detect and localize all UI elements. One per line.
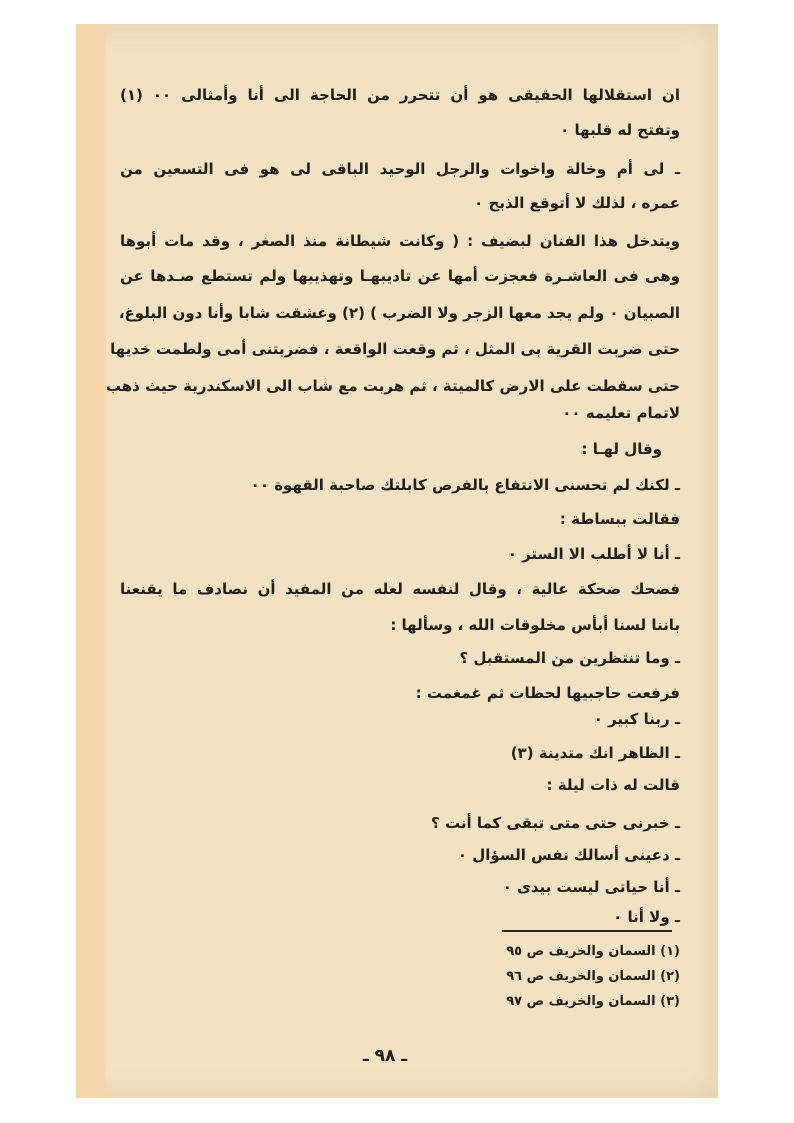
footnote-divider [502, 930, 672, 932]
text-line: حتى ضربت القرية بى المثل ، ثم وقعت الواقعة ، فضربتنى أمى ولطمت خديها [110, 340, 680, 358]
page-edge-margin [76, 24, 106, 1098]
text-line: عمره ، لذلك لا أتوقع الذبح ٠ [474, 194, 680, 212]
text-line: ويتدخل هذا الفنان لبضيف : ( وكانت شيطانة منذ الصغر ، وقد مات أبوها [120, 232, 680, 250]
footnote: (٣) السمان والخريف ص ٩٧ [506, 994, 680, 1009]
text-line: ـ ربنا كبير ٠ [593, 710, 680, 728]
text-line: ـ خبرنى حتى متى تبقى كما أنت ؟ [431, 814, 680, 832]
footnote: (١) السمان والخريف ص ٩٥ [506, 944, 680, 959]
text-line: ـ أنا لا أطلب الا الستر ٠ [507, 545, 680, 563]
text-line: فضحك ضحكة عالية ، وقال لنفسه لعله من المفيد أن نصادف ما يقنعنا [120, 580, 680, 598]
text-line: وتفتح له قلبها ٠ [560, 121, 680, 139]
footnote: (٢) السمان والخريف ص ٩٦ [506, 969, 680, 984]
text-line: ـ لكنك لم تحسنى الانتفاع بالفرص كابلتك صاحبة القهوة ٠٠ [250, 476, 680, 494]
text-line: ـ الظاهر انك متدينة (٣) [510, 744, 680, 762]
text-line: ـ أنا حياتى ليست بيدى ٠ [502, 878, 680, 896]
text-line: ـ وما تنتظرين من المستقبل ؟ [459, 649, 680, 667]
text-line: فرفعت حاجبيها لحظات ثم غمغمت : [415, 684, 680, 702]
text-line: وهى فى العاشـرة فعجزت أمها عن تاديبهـا وتهذيبها ولم تستطع صـدها عن [120, 267, 680, 285]
text-line: ان استقلالها الحقيقى هو أن تتحرر من الحاجة الى أنا وأمثالى ٠٠ (١) [120, 86, 681, 104]
text-line: الصبيان ٠ ولم يجد معها الزجر ولا الضرب ) (٢) وعشقت شابا وأنا دون البلوغ، [118, 304, 680, 322]
text-line: ـ لى أم وخالة واخوات والرجل الوحيد الباقى لى هو فى التسعين من [120, 160, 680, 178]
text-line: ـ دعينى أسالك نفس السؤال ٠ [457, 846, 680, 864]
text-line: وقال لهـا : [581, 440, 662, 458]
text-line: باننا لسنا أبأس مخلوقات الله ، وسألها : [390, 616, 680, 634]
text-line: حتى سقطت على الارض كالميتة ، ثم هربت مع شاب الى الاسكندرية حيث ذهب [105, 377, 680, 395]
text-line: قالت له ذات ليلة : [546, 776, 680, 794]
text-line: لاتمام تعليمه ٠٠ [562, 404, 680, 422]
text-line: ـ ولا أنا ٠ [613, 908, 680, 926]
footnotes [506, 944, 680, 1019]
page-number: ـ ٩٨ ـ [362, 1046, 408, 1066]
text-line: فقالت ببساطة : [559, 510, 680, 528]
